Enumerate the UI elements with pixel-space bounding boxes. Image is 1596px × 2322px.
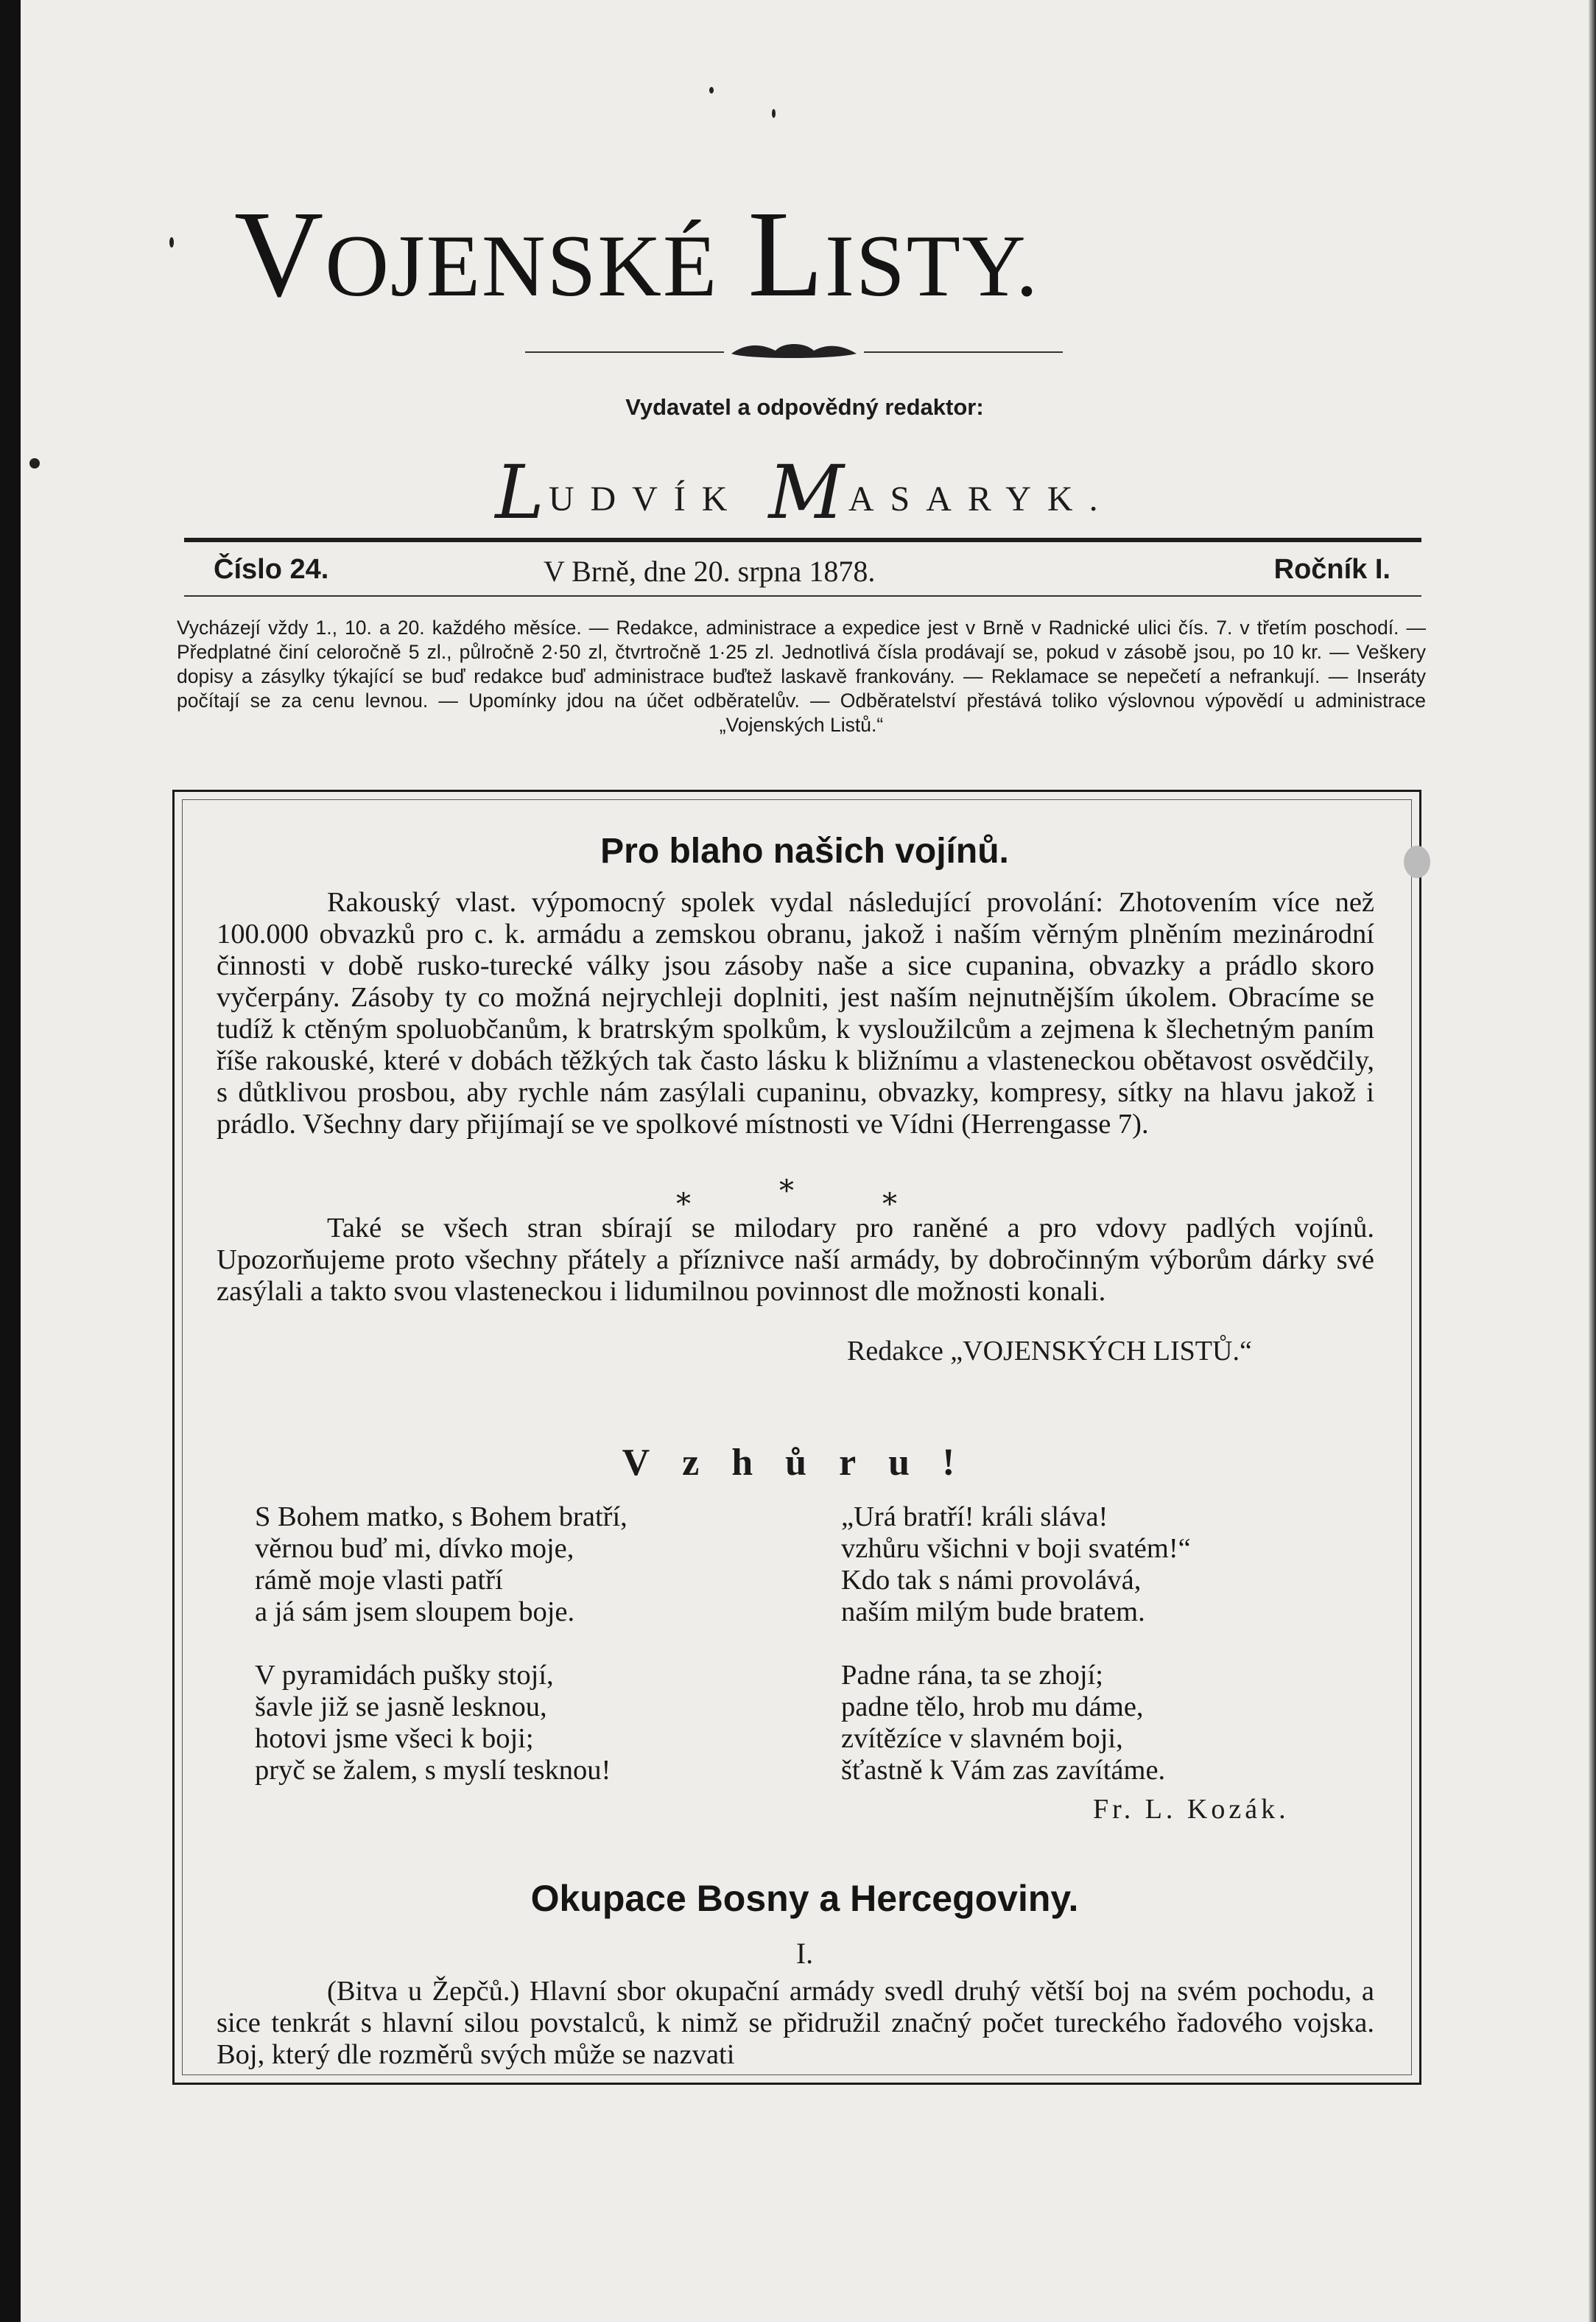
poem-stanza (255, 1660, 627, 1786)
editor-last-name: ASARYK. (848, 480, 1114, 519)
poem-line: Kdo tak s námi provolává, (841, 1565, 1142, 1596)
article-welfare-paragraph-1 (217, 887, 1374, 1140)
poem-stanza (255, 1501, 627, 1628)
poem-line: padne tělo, hrob mu dáme, (841, 1691, 1144, 1722)
publisher-label: Vydavatel a odpovědný redaktor: (625, 394, 984, 420)
scan-page-edge-left (0, 0, 21, 2322)
asterisk-separator (676, 1174, 912, 1221)
subscription-notice: Vycházejí vždy 1., 10. a 20. každého měsíce. — Redakce, administrace a expedice jest v Brně v Radnické ulici čís. 7. v třetím poschodí. — Předplatné činí celoročně 5 zl., půlročně 2·50 zl, čtvrtročně 1·25 zl. Jednotlivá čísla prodávají se, pokud v zásobě jsou, po 10 kr. — Veškery dopisy a zásylky týkající se buď redakce buď administrace buďtež laskavě frankovány. — Reklamace se nepečetí a nefrankují. — Inseráty počítají se za cenu levnou. — Upomínky jdou na účet odběratelův. — Odběratelství přestává toliko výslovnou výpovědí u administrace „Vojenských Listů.“ (177, 617, 1426, 736)
asterisk: * (779, 1174, 794, 1208)
editor-name (21, 449, 1589, 536)
poem-line: zvítězíce v slavném boji, (841, 1723, 1123, 1754)
poem-stanza (841, 1660, 1191, 1786)
masthead-word-isty: ISTY. (824, 217, 1040, 315)
editor-initial-l: L (495, 449, 549, 536)
editor-first-name: UDVÍK (548, 480, 744, 519)
poem-right-column (841, 1501, 1191, 1818)
article-welfare-signature: Redakce „VOJENSKÝCH LISTŮ.“ (847, 1336, 1252, 1367)
masthead-ornament (525, 340, 1063, 362)
article-part-number: I. (795, 1937, 814, 1970)
poem-line: rámě moje vlasti patří (255, 1565, 503, 1596)
article-welfare-paragraph-2 (217, 1213, 1374, 1308)
poem-line: naším milým bude bratem. (841, 1596, 1145, 1627)
masthead-initial-v: V (234, 186, 326, 323)
poem-line: věrnou buď mi, dívko moje, (255, 1533, 574, 1564)
masthead-initial-l: L (748, 186, 825, 323)
poem-heading: Vzhůru! (622, 1442, 988, 1484)
issue-number: Číslo 24. (214, 554, 329, 585)
masthead-word-ojenske: OJENSKÉ (325, 217, 719, 315)
masthead-rule-top (184, 538, 1421, 542)
masthead-title (234, 184, 1413, 336)
poem-line: S Bohem matko, s Bohem bratří, (255, 1501, 627, 1532)
scan-speck (169, 237, 174, 248)
asterisk: * (676, 1188, 691, 1221)
newspaper-page (21, 0, 1589, 2322)
poem-author: Fr. L. Kozák. (1093, 1794, 1290, 1825)
poem-line: a já sám jsem sloupem boje. (255, 1596, 575, 1627)
scan-speck (709, 87, 714, 94)
masthead-rule-bottom (184, 595, 1421, 597)
poem-left-column (255, 1501, 627, 1818)
poem-line: Padne rána, ta se zhojí; (841, 1660, 1103, 1691)
poem-line: „Urá bratří! králi sláva! (841, 1501, 1108, 1532)
article-heading-occupation: Okupace Bosny a Hercegoviny. (530, 1878, 1079, 1919)
poem-line: V pyramidách pušky stojí, (255, 1660, 554, 1691)
poem-line: vzhůru všichni v boji svatém!“ (841, 1533, 1191, 1564)
editor-initial-m: M (768, 449, 848, 536)
article-welfare-text-2: Také se všech stran sbírají se milodary pro raněné a pro vdovy padlých vojínů. Upozorňujeme proto všechny přátely a příznivce naší armády, by dobročinným výborům dárky své zasýlali a takto svou vlasteneckou i lidumilnou povinnost dle možnosti konali. (217, 1213, 1374, 1307)
article-occupation-paragraph (217, 1976, 1374, 2071)
scan-speck (772, 109, 776, 118)
poem-line: hotovi jsme všeci k boji; (255, 1723, 534, 1754)
issue-line (214, 554, 1391, 591)
article-heading-welfare: Pro blaho našich vojínů. (600, 832, 1009, 871)
issue-volume: Ročník I. (1273, 554, 1391, 585)
article-welfare-text-1: Rakouský vlast. výpomocný spolek vydal následující provolání: Zhotovením více než 100.000 obvazků pro c. k. armádu a zemskou obranu, jakož i naším věrným plněním mezinárodní činnosti v době rusko-turecké války jsou zásoby naše a sice cupanina, obvazky a prádlo skoro vyčerpány. Zásoby ty co možná nejrychleji doplniti, jest naším nejnutnějším úkolem. Obracíme se tudíž k ctěným spoluobčanům, k bratrským spolkům, k vysloužilcům a zejmena k šlechetným paním říše rakouské, které v dobách těžkých tak často lásku k bližnímu a vlasteneckou obětavost osvědčily, s důtklivou prosbou, aby rychle nám zasýlali cupaninu, obvazky, kompresy, sítky na hlavu jakož i prádlo. Všechny dary přijímají se ve spolkové místnosti ve Vídni (Herrengasse 7). (217, 887, 1374, 1140)
article-occupation-text: (Bitva u Žepčů.) Hlavní sbor okupační armády svedl druhý větší boj na svém pochodu, a sice tenkrát s hlavní silou povstalců, k nimž se přidružil značný počet tureckého řadového vojska. Boj, který dle rozměrů svých může se nazvati (217, 1976, 1374, 2070)
issue-date: V Brně, dne 20. srpna 1878. (544, 555, 876, 588)
scan-page-edge-right (1589, 0, 1596, 2322)
poem-stanza (841, 1501, 1191, 1628)
poem-line: šťastně k Vám zas zavítáme. (841, 1755, 1166, 1786)
poem-line: šavle již se jasně lesknou, (255, 1691, 547, 1722)
poem-line: pryč se žalem, s myslí tesknou! (255, 1755, 611, 1786)
asterisk: * (882, 1188, 897, 1221)
